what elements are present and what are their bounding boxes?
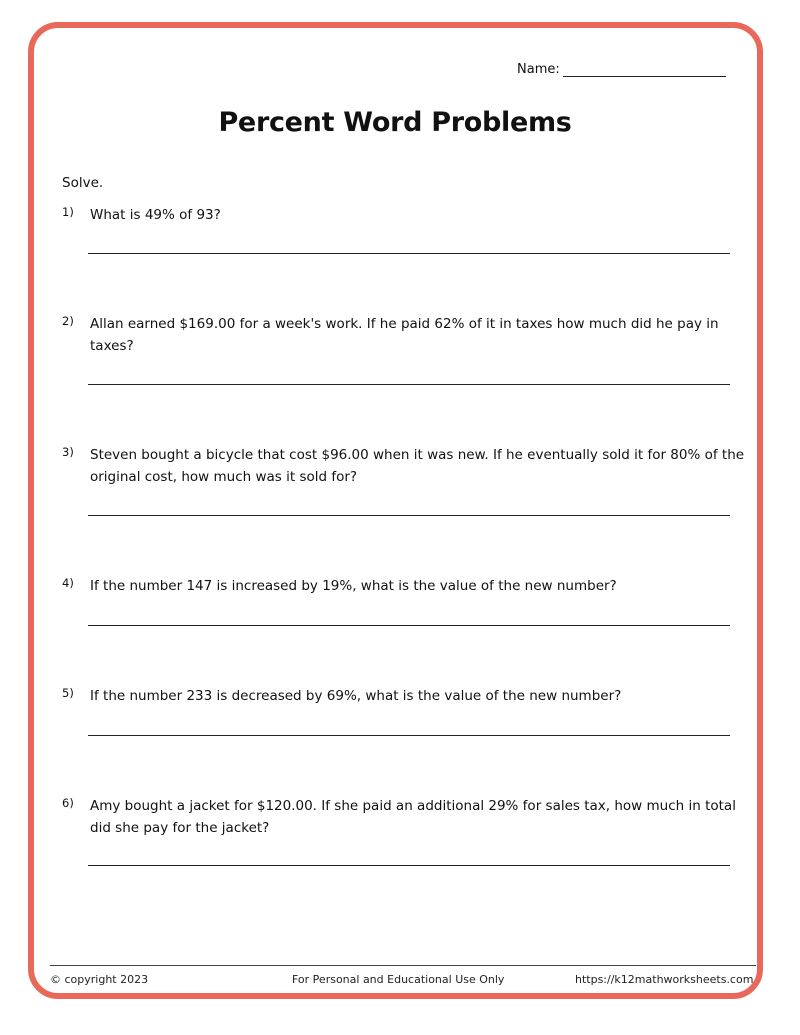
answer-line-3[interactable] [88,515,730,516]
problem-text: What is 49% of 93? [90,207,221,223]
problem-text: Steven bought a bicycle that cost $96.00 when it was new. If he eventually sold it for 80% of the original cost, how much was it sold for? [90,447,745,485]
problem-text: If the number 147 is increased by 19%, what is the value of the new number? [90,578,617,594]
problem-text: Amy bought a jacket for $120.00. If she paid an additional 29% for sales tax, how much in total did she pay for the jacket? [90,798,736,836]
footer-website[interactable]: https://k12mathworksheets.com [575,973,754,986]
problem-number: 3) [62,445,74,459]
name-field[interactable] [517,62,726,77]
footer-copyright: © copyright 2023 [50,973,149,986]
footer-usage: For Personal and Educational Use Only [292,973,505,986]
problem-number: 6) [62,796,74,810]
name-blank[interactable] [563,62,726,77]
problem-number: 5) [62,686,74,700]
answer-line-5[interactable] [88,735,730,736]
page-border [28,22,763,999]
answer-line-2[interactable] [88,384,730,385]
problem-text: Allan earned $169.00 for a week's work. If he paid 62% of it in taxes how much did he pay in taxes? [90,316,719,354]
problem-text: If the number 233 is decreased by 69%, what is the value of the new number? [90,688,622,704]
footer-divider [50,965,756,966]
worksheet-title: Percent Word Problems [218,107,572,138]
instructions: Solve. [62,175,104,191]
answer-line-6[interactable] [88,865,730,866]
answer-line-4[interactable] [88,625,730,626]
problem-number: 2) [62,314,74,328]
name-label: Name: [517,62,560,77]
answer-line-1[interactable] [88,253,730,254]
problem-number: 4) [62,576,74,590]
problem-number: 1) [62,205,74,219]
